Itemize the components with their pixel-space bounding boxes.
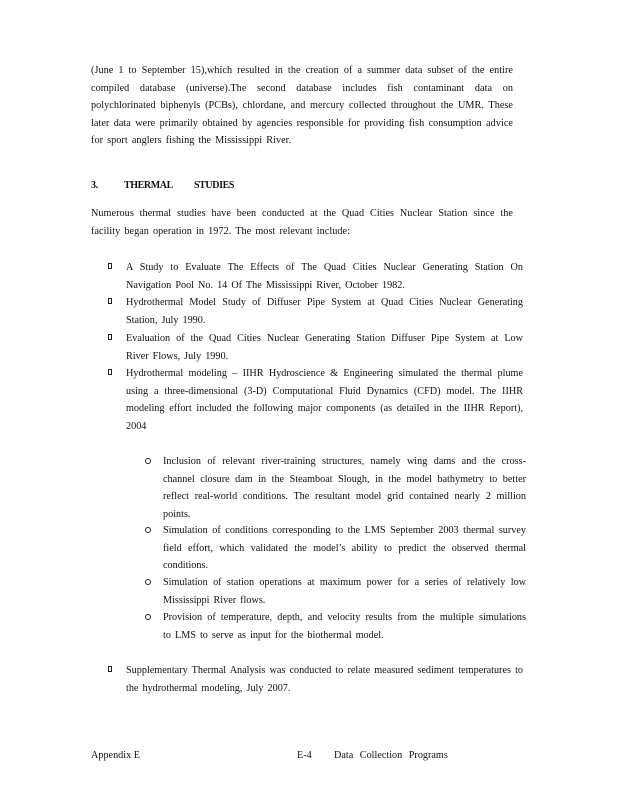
section-title-word-2: STUDIES	[194, 180, 234, 191]
section-title-word-1: THERMAL	[124, 180, 173, 191]
section-heading	[91, 180, 234, 191]
intro-paragraph: (June 1 to September 15),which resulted in the creation of a summer data subset of the entire compiled database (universe).The second database includes fish contaminant data on polychlorinated biphenyls (PCBs), chlordane, and mercury collected throughout the UMR. These later data were primarily obtained by agencies responsible for providing fish consumption advice for sport anglers fishing the Mississippi River.	[91, 65, 513, 146]
square-bullet-icon	[108, 298, 112, 304]
sub-list-item-text: Simulation of conditions corresponding to the LMS September 2003 thermal survey field effort, which validated the model’s ability to predict the observed thermal conditions.	[163, 525, 526, 571]
footer-appendix-label: Appendix E	[91, 750, 140, 761]
circle-bullet-icon	[145, 614, 151, 620]
list-item-text: Hydrothermal Model Study of Diffuser Pipe System at Quad Cities Nuclear Generating Station, July 1990.	[126, 297, 523, 326]
list-item-text: Evaluation of the Quad Cities Nuclear Generating Station Diffuser Pipe System at Low River Flows, July 1990.	[126, 333, 523, 362]
footer-page-number: E-4	[297, 750, 312, 761]
square-bullet-icon	[108, 334, 112, 340]
square-bullet-icon	[108, 666, 112, 672]
list-item-text: Hydrothermal modeling – IIHR Hydroscience & Engineering simulated the thermal plume using a three-dimensional (3-D) Computational Fluid Dynamics (CFD) model. The IIHR modeling effort included the following major components (as detailed in the IIHR Report), 2004	[126, 368, 523, 432]
sub-list-item-text: Inclusion of relevant river-training structures, namely wing dams and the cross-channel closure dam in the Steamboat Slough, in the model bathymetry to better reflect real-world conditions. The resultant model grid contained nearly 2 million points.	[163, 456, 526, 520]
section-intro-paragraph: Numerous thermal studies have been conducted at the Quad Cities Nuclear Station since the facility began operation in 1972. The most relevant include:	[91, 208, 513, 237]
section-number: 3.	[91, 180, 98, 191]
footer-section-title: Data Collection Programs	[334, 750, 448, 761]
sub-list-item-text: Provision of temperature, depth, and velocity results from the multiple simulations to LMS to serve as input for the biothermal model.	[163, 612, 526, 641]
list-item-text: A Study to Evaluate The Effects of The Quad Cities Nuclear Generating Station On Navigation Pool No. 14 Of The Mississippi River, October 1982.	[126, 262, 523, 291]
square-bullet-icon	[108, 369, 112, 375]
sub-list-item-text: Simulation of station operations at maximum power for a series of relatively low Mississippi River flows.	[163, 577, 526, 606]
circle-bullet-icon	[145, 579, 151, 585]
circle-bullet-icon	[145, 527, 151, 533]
list-item-text: Supplementary Thermal Analysis was conducted to relate measured sediment temperatures to the hydrothermal modeling, July 2007.	[126, 665, 523, 694]
square-bullet-icon	[108, 263, 112, 269]
circle-bullet-icon	[145, 458, 151, 464]
